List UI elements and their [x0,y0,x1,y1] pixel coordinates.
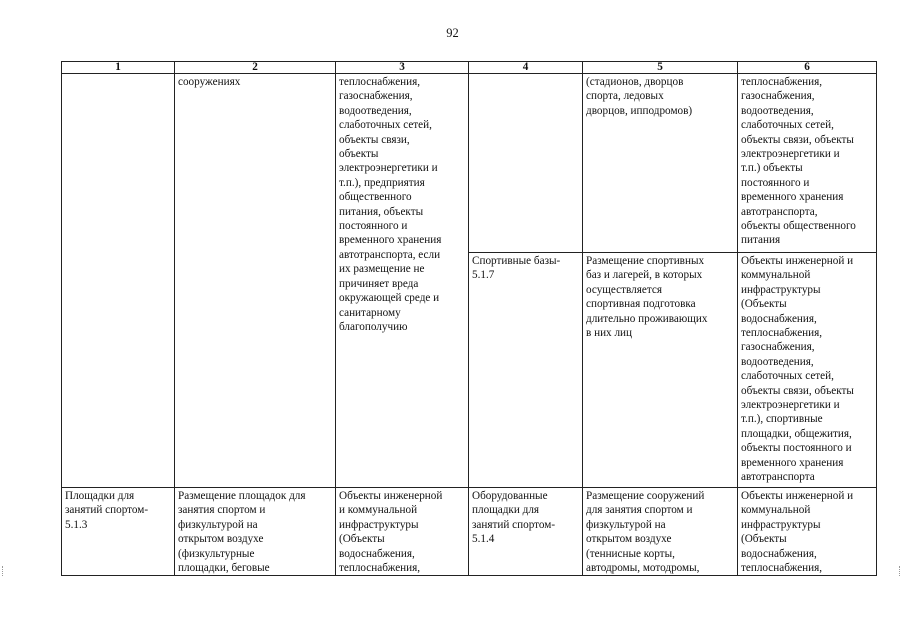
column-header-2: 2 [175,62,336,74]
table-cell: Размещение площадок для занятия спортом и физкультурой на открытом воздухе (физкультурные площадки, беговые [175,488,336,576]
table-cell: теплоснабжения, газоснабжения, водоотведения, слаботочных сетей, объекты связи, объекты электроэнергетики и т.п.), предприятия общественного питания, объекты постоянного и временного хранения автотранспорта, если их размещение не причиняет вреда окружающей среде и санитарному благополучию [336,74,469,488]
table-cell: Площадки для занятий спортом- 5.1.3 [62,488,175,576]
table-cell: Оборудованные площадки для занятий спортом- 5.1.4 [469,488,583,576]
table-row [62,488,877,576]
column-header-4: 4 [469,62,583,74]
land-use-table [61,61,877,576]
column-header-6: 6 [738,62,877,74]
header-row [62,62,877,74]
table-cell [469,74,583,253]
table-cell: теплоснабжения, газоснабжения, водоотведения, слаботочных сетей, объекты связи, объекты электроэнергетики и т.п.) объекты постоянного и временного хранения автотранспорта, объекты общественного питания [738,74,877,253]
scan-edge-mark [899,566,903,576]
table-cell: Спортивные базы- 5.1.7 [469,253,583,488]
table-cell: Размещение спортивных баз и лагерей, в которых осуществляется спортивная подготовка длительно проживающих в них лиц [583,253,738,488]
page-number: 92 [446,26,459,40]
table-row [62,74,877,253]
table-cell: Объекты инженерной и коммунальной инфраструктуры (Объекты водоснабжения, теплоснабжения, [336,488,469,576]
column-header-5: 5 [583,62,738,74]
scan-edge-mark [2,566,6,576]
table-cell: сооружениях [175,74,336,488]
column-header-3: 3 [336,62,469,74]
table-cell: Объекты инженерной и коммунальной инфраструктуры (Объекты водоснабжения, теплоснабжения, газоснабжения, водоотведения, слаботочных сетей, объекты связи, объекты электроэнергетики и т.п.), спортивные площадки, общежития, объекты постоянного и временного хранения автотранспорта [738,253,877,488]
table-cell [62,74,175,488]
table-cell: Размещение сооружений для занятия спортом и физкультурой на открытом воздухе (теннисные корты, автодромы, мотодромы, [583,488,738,576]
table-cell: Объекты инженерной и коммунальной инфраструктуры (Объекты водоснабжения, теплоснабжения, [738,488,877,576]
table-cell: (стадионов, дворцов спорта, ледовых дворцов, ипподромов) [583,74,738,253]
column-header-1: 1 [62,62,175,74]
